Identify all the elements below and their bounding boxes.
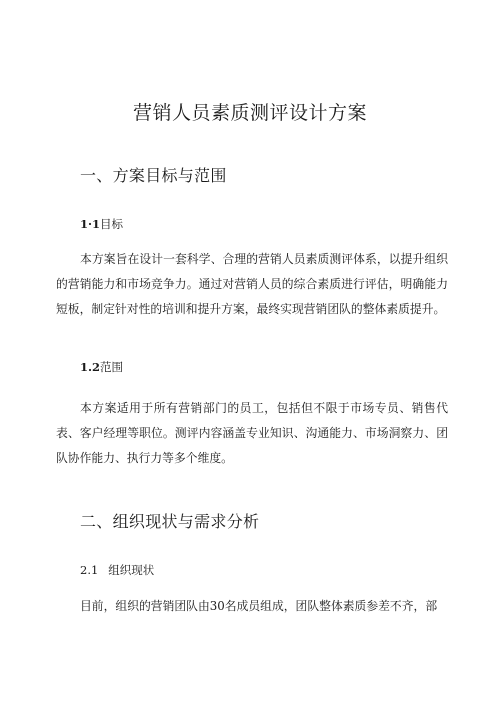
subsection-label: 范围 [100, 360, 124, 374]
paragraph-scope: 本方案适用于所有营销部门的员工，包括但不限于市场专员、销售代表、客户经理等职位。测评内容涵盖专业知识、沟通能力、市场洞察力、团队协作能力、执行力等多个维度。 [56, 401, 448, 465]
section-heading-2: 二、组织现状与需求分析 [80, 512, 260, 531]
paragraph-current-state: 目前，组织的营销团队由30名成员组成，团队整体素质参差不齐，部 [80, 599, 438, 613]
subsection-number: 2.1 [80, 563, 99, 577]
subsection-heading-1-2 [80, 359, 123, 375]
section-heading-1: 一、方案目标与范围 [80, 166, 227, 185]
subsection-number: 1·1 [80, 217, 101, 231]
subsection-number: 1.2 [80, 360, 101, 374]
subsection-label: 目标 [100, 217, 124, 231]
document-title: 营销人员素质测评设计方案 [132, 102, 367, 124]
subsection-label: 组织现状 [108, 563, 155, 577]
subsection-heading-1-1 [80, 216, 123, 232]
subsection-heading-2-1 [80, 562, 154, 578]
paragraph-goal: 本方案旨在设计一套科学、合理的营销人员素质测评体系，以提升组织的营销能力和市场竞争力。通过对营销人员的综合素质进行评估，明确能力短板，制定针对性的培训和提升方案，最终实现营销团队的整体素质提升。 [56, 252, 448, 316]
